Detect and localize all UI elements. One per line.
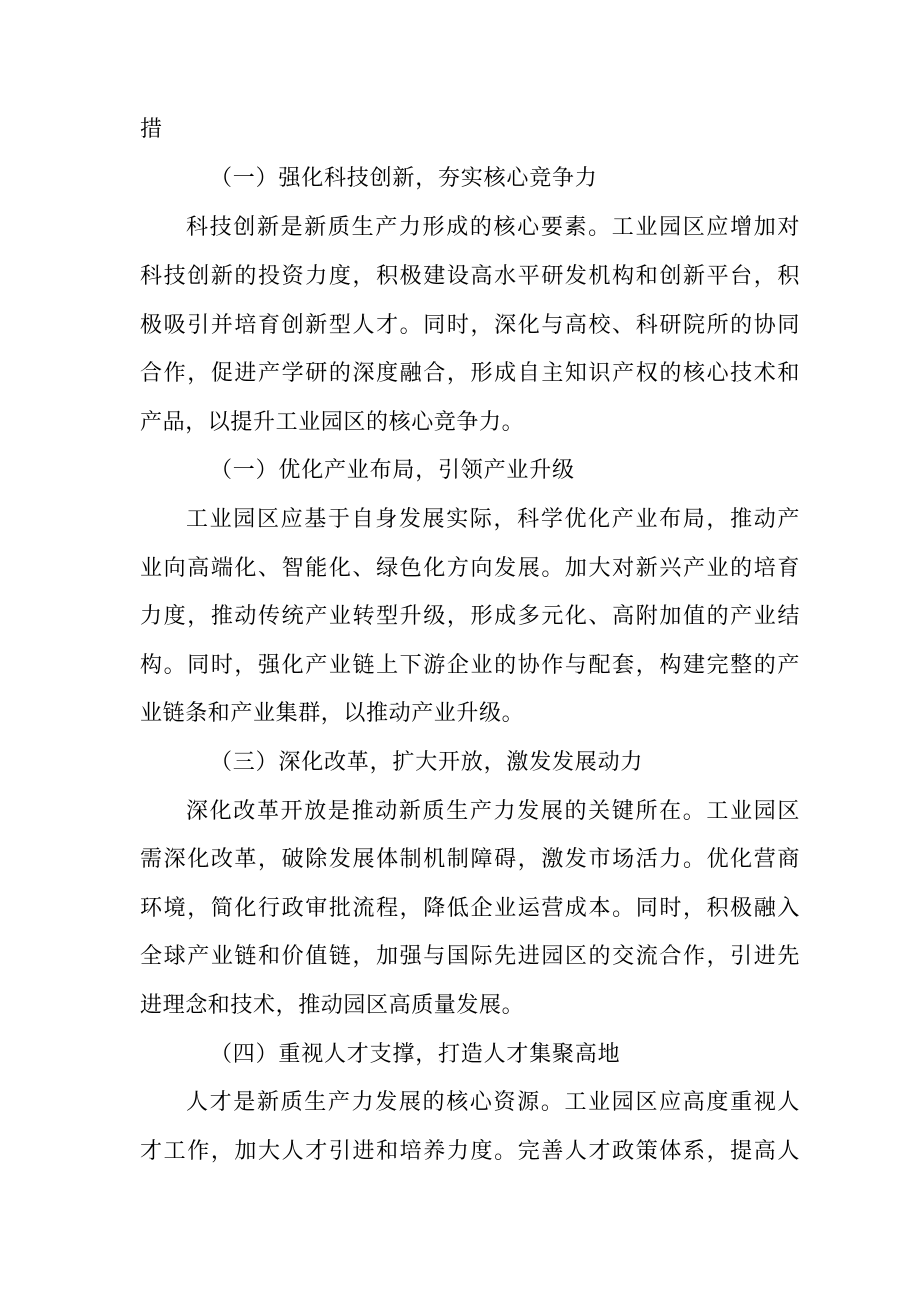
text-line: 科技创新的投资力度，积极建设高水平研发机构和创新平台，积 [140, 264, 800, 289]
text-line: 深化改革开放是推动新质生产力发展的关键所在。工业园区 [186, 799, 800, 824]
text-line: 合作，促进产学研的深度融合，形成自主知识产权的核心技术和 [140, 361, 800, 386]
text-line: 产品，以提升工业园区的核心竞争力。 [140, 410, 525, 435]
text-line: 业向高端化、智能化、绿色化方向发展。加大对新兴产业的培育 [140, 556, 800, 581]
section-heading: （一）优化产业布局，引领产业升级 [210, 458, 575, 483]
text-line: 进理念和技术，推动园区高质量发展。 [140, 993, 525, 1018]
text-line: 措 [140, 117, 163, 142]
text-line: 极吸引并培育创新型人才。同时，深化与高校、科研院所的协同 [140, 313, 800, 338]
section-heading: （四）重视人才支撑，打造人才集聚高地 [210, 1042, 621, 1067]
text-line: 全球产业链和价值链，加强与国际先进园区的交流合作，引进先 [140, 944, 800, 969]
section-heading: （三）深化改革，扩大开放，激发发展动力 [210, 750, 644, 775]
text-line: 构。同时，强化产业链上下游企业的协作与配套，构建完整的产 [140, 653, 800, 678]
text-line: 人才是新质生产力发展的核心资源。工业园区应高度重视人 [186, 1090, 800, 1115]
text-line: 需深化改革，破除发展体制机制障碍，激发市场活力。优化营商 [140, 847, 800, 872]
section-heading: （一）强化科技创新，夯实核心竞争力 [210, 166, 598, 191]
text-line: 工业园区应基于自身发展实际，科学优化产业布局，推动产 [186, 507, 800, 532]
text-line: 科技创新是新质生产力形成的核心要素。工业园区应增加对 [186, 215, 800, 240]
text-line: 力度，推动传统产业转型升级，形成多元化、高附加值的产业结 [140, 604, 800, 629]
text-line: 才工作，加大人才引进和培养力度。完善人才政策体系，提高人 [140, 1139, 800, 1164]
text-line: 环境，简化行政审批流程，降低企业运营成本。同时，积极融入 [140, 896, 800, 921]
text-line: 业链条和产业集群，以推动产业升级。 [140, 701, 525, 726]
